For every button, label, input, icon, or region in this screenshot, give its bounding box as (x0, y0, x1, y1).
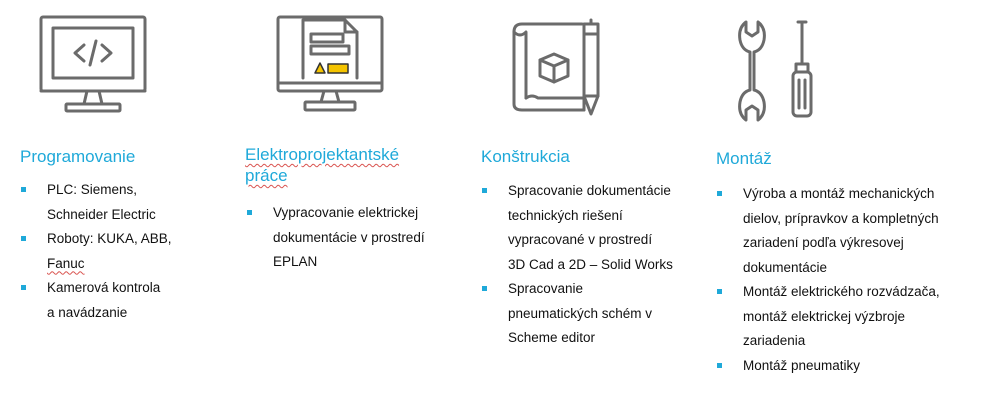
heading-programovanie: Programovanie (20, 147, 136, 166)
list-programovanie (20, 178, 172, 325)
list-item: Roboty: KUKA, ABB, Fanuc (20, 227, 172, 276)
bullet-icon (482, 188, 487, 193)
list-item: PLC: Siemens, Schneider Electric (20, 178, 172, 227)
list-item: Vypracovanie elektrickej dokumentácie v prostredí EPLAN (246, 201, 425, 275)
monitor-document-icon (275, 14, 385, 119)
list-item: Výroba a montáž mechanických dielov, prípravkov a kompletných zariadení podľa výkresovej dokumentácie (716, 182, 940, 280)
list-item: Spracovanie dokumentácie technických riešení vypracované v prostredí 3D Cad a 2D – Solid Works (481, 179, 673, 277)
bullet-icon (21, 285, 26, 290)
bullet-icon (717, 363, 722, 368)
bullet-icon (21, 187, 26, 192)
wrench-screwdriver-icon (736, 18, 826, 129)
list-item: Spracovanie pneumatických schém v Scheme editor (481, 277, 673, 351)
list-item: Montáž elektrického rozvádzača, montáž elektrickej výzbroje zariadenia (716, 280, 940, 354)
list-item: Kamerová kontrola a navádzanie (20, 276, 172, 325)
bullet-icon (482, 286, 487, 291)
computer-code-icon (38, 14, 148, 119)
heading-konstrukcia: Konštrukcia (481, 147, 570, 166)
blueprint-pencil-icon (510, 18, 610, 123)
list-elektroprojektantske (246, 201, 425, 275)
list-konstrukcia (481, 179, 673, 351)
bullet-icon (21, 236, 26, 241)
list-montaz (716, 182, 940, 378)
list-item: Montáž pneumatiky (716, 354, 940, 379)
bullet-icon (717, 289, 722, 294)
bullet-icon (247, 210, 252, 215)
heading-montaz: Montáž (716, 149, 772, 168)
heading-elektroprojektantske: Elektroprojektantské práce (245, 145, 400, 185)
bullet-icon (717, 191, 722, 196)
